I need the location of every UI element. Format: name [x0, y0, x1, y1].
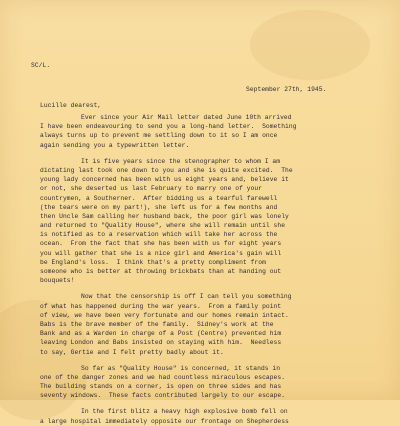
text-line: In the first blitz a heavy high explosive bomb fell on	[81, 408, 288, 416]
text-line: then Uncle Sam calling her husband back, the poor girl was lonely	[40, 212, 289, 220]
text-line: seventy windows. These facts contributed largely to our escape.	[40, 392, 286, 400]
paragraph-gap	[40, 285, 385, 292]
text-line: The building stands on a corner, is open on three sides and has	[40, 383, 282, 391]
paragraph-gap	[40, 400, 385, 407]
text-line: you will gather that she is a nice girl and America's gain will	[40, 249, 282, 257]
letter-date: September 27th, 1945.	[246, 86, 327, 93]
text-line: Babs is the brave member of the family. Sidney's work at the	[40, 320, 274, 328]
text-line: countrymen, a Southerner. After bidding us a tearful farewell	[40, 194, 278, 202]
reference-code: SC/L.	[31, 62, 51, 69]
text-line: again sending you a typewritten letter.	[40, 141, 190, 149]
text-line: a large hospital immediately opposite our frontage on Shepherdess	[40, 417, 289, 425]
text-line: or not, she deserted us last February to marry one of your	[40, 185, 263, 193]
text-line: ocean. From the fact that she has been with us for eight years	[40, 240, 282, 248]
text-line: bouquets!	[40, 277, 75, 285]
text-line: Now that the censorship is off I can tell you something	[81, 293, 292, 301]
paragraph-gap	[40, 357, 385, 364]
text-line: leaving London and Babs insisted on staying with him. Needless	[40, 339, 282, 347]
text-line: (the tears were on my part!), she left us for a few months and	[40, 203, 278, 211]
text-line: is notified as to a reservation which will take her across the	[40, 231, 278, 239]
paragraph-gap	[40, 150, 385, 157]
text-line: It is five years since the stenographer to whom I am	[81, 157, 281, 165]
text-line: always turns up to prevent me settling down to it so I am once	[40, 132, 278, 140]
text-line: someone who is better at throwing brickbats than at handing out	[40, 268, 282, 275]
salutation: Lucille dearest,	[40, 102, 102, 109]
paragraph	[40, 292, 385, 356]
text-line: Bank and as a Warden in charge of a Post (Centre) prevented him	[40, 330, 282, 338]
paragraph	[40, 157, 385, 286]
paragraph	[40, 364, 385, 401]
text-line: and returned to "Quality House", where she will remain until she	[40, 222, 286, 230]
text-line: dictating last took one down to you and she is quite excited. The	[40, 166, 293, 174]
text-line: be England's loss. I think that's a pretty compliment from	[40, 258, 266, 266]
text-line: to say, Gertie and I felt pretty badly about it.	[40, 348, 224, 356]
paper-stain	[250, 10, 370, 80]
text-line: one of the danger zones and we had countless miraculous escapes.	[40, 373, 286, 381]
paragraph	[40, 407, 385, 425]
text-line: young lady concerned has been with us eight years and, believe it	[40, 176, 289, 184]
letter-body	[40, 113, 385, 426]
text-line: of view, we have been very fortunate and our homes remain intact.	[40, 311, 289, 319]
text-line: I have been endeavouring to send you a long-hand letter. Something	[40, 123, 297, 131]
paragraph	[40, 113, 385, 150]
text-line: So far as "Quality House" is concerned, it stands in	[81, 364, 281, 372]
text-line: of what has happened during the war years. From a family point	[40, 302, 282, 310]
text-line: Ever since your Air Mail letter dated June 10th arrived	[81, 114, 292, 121]
